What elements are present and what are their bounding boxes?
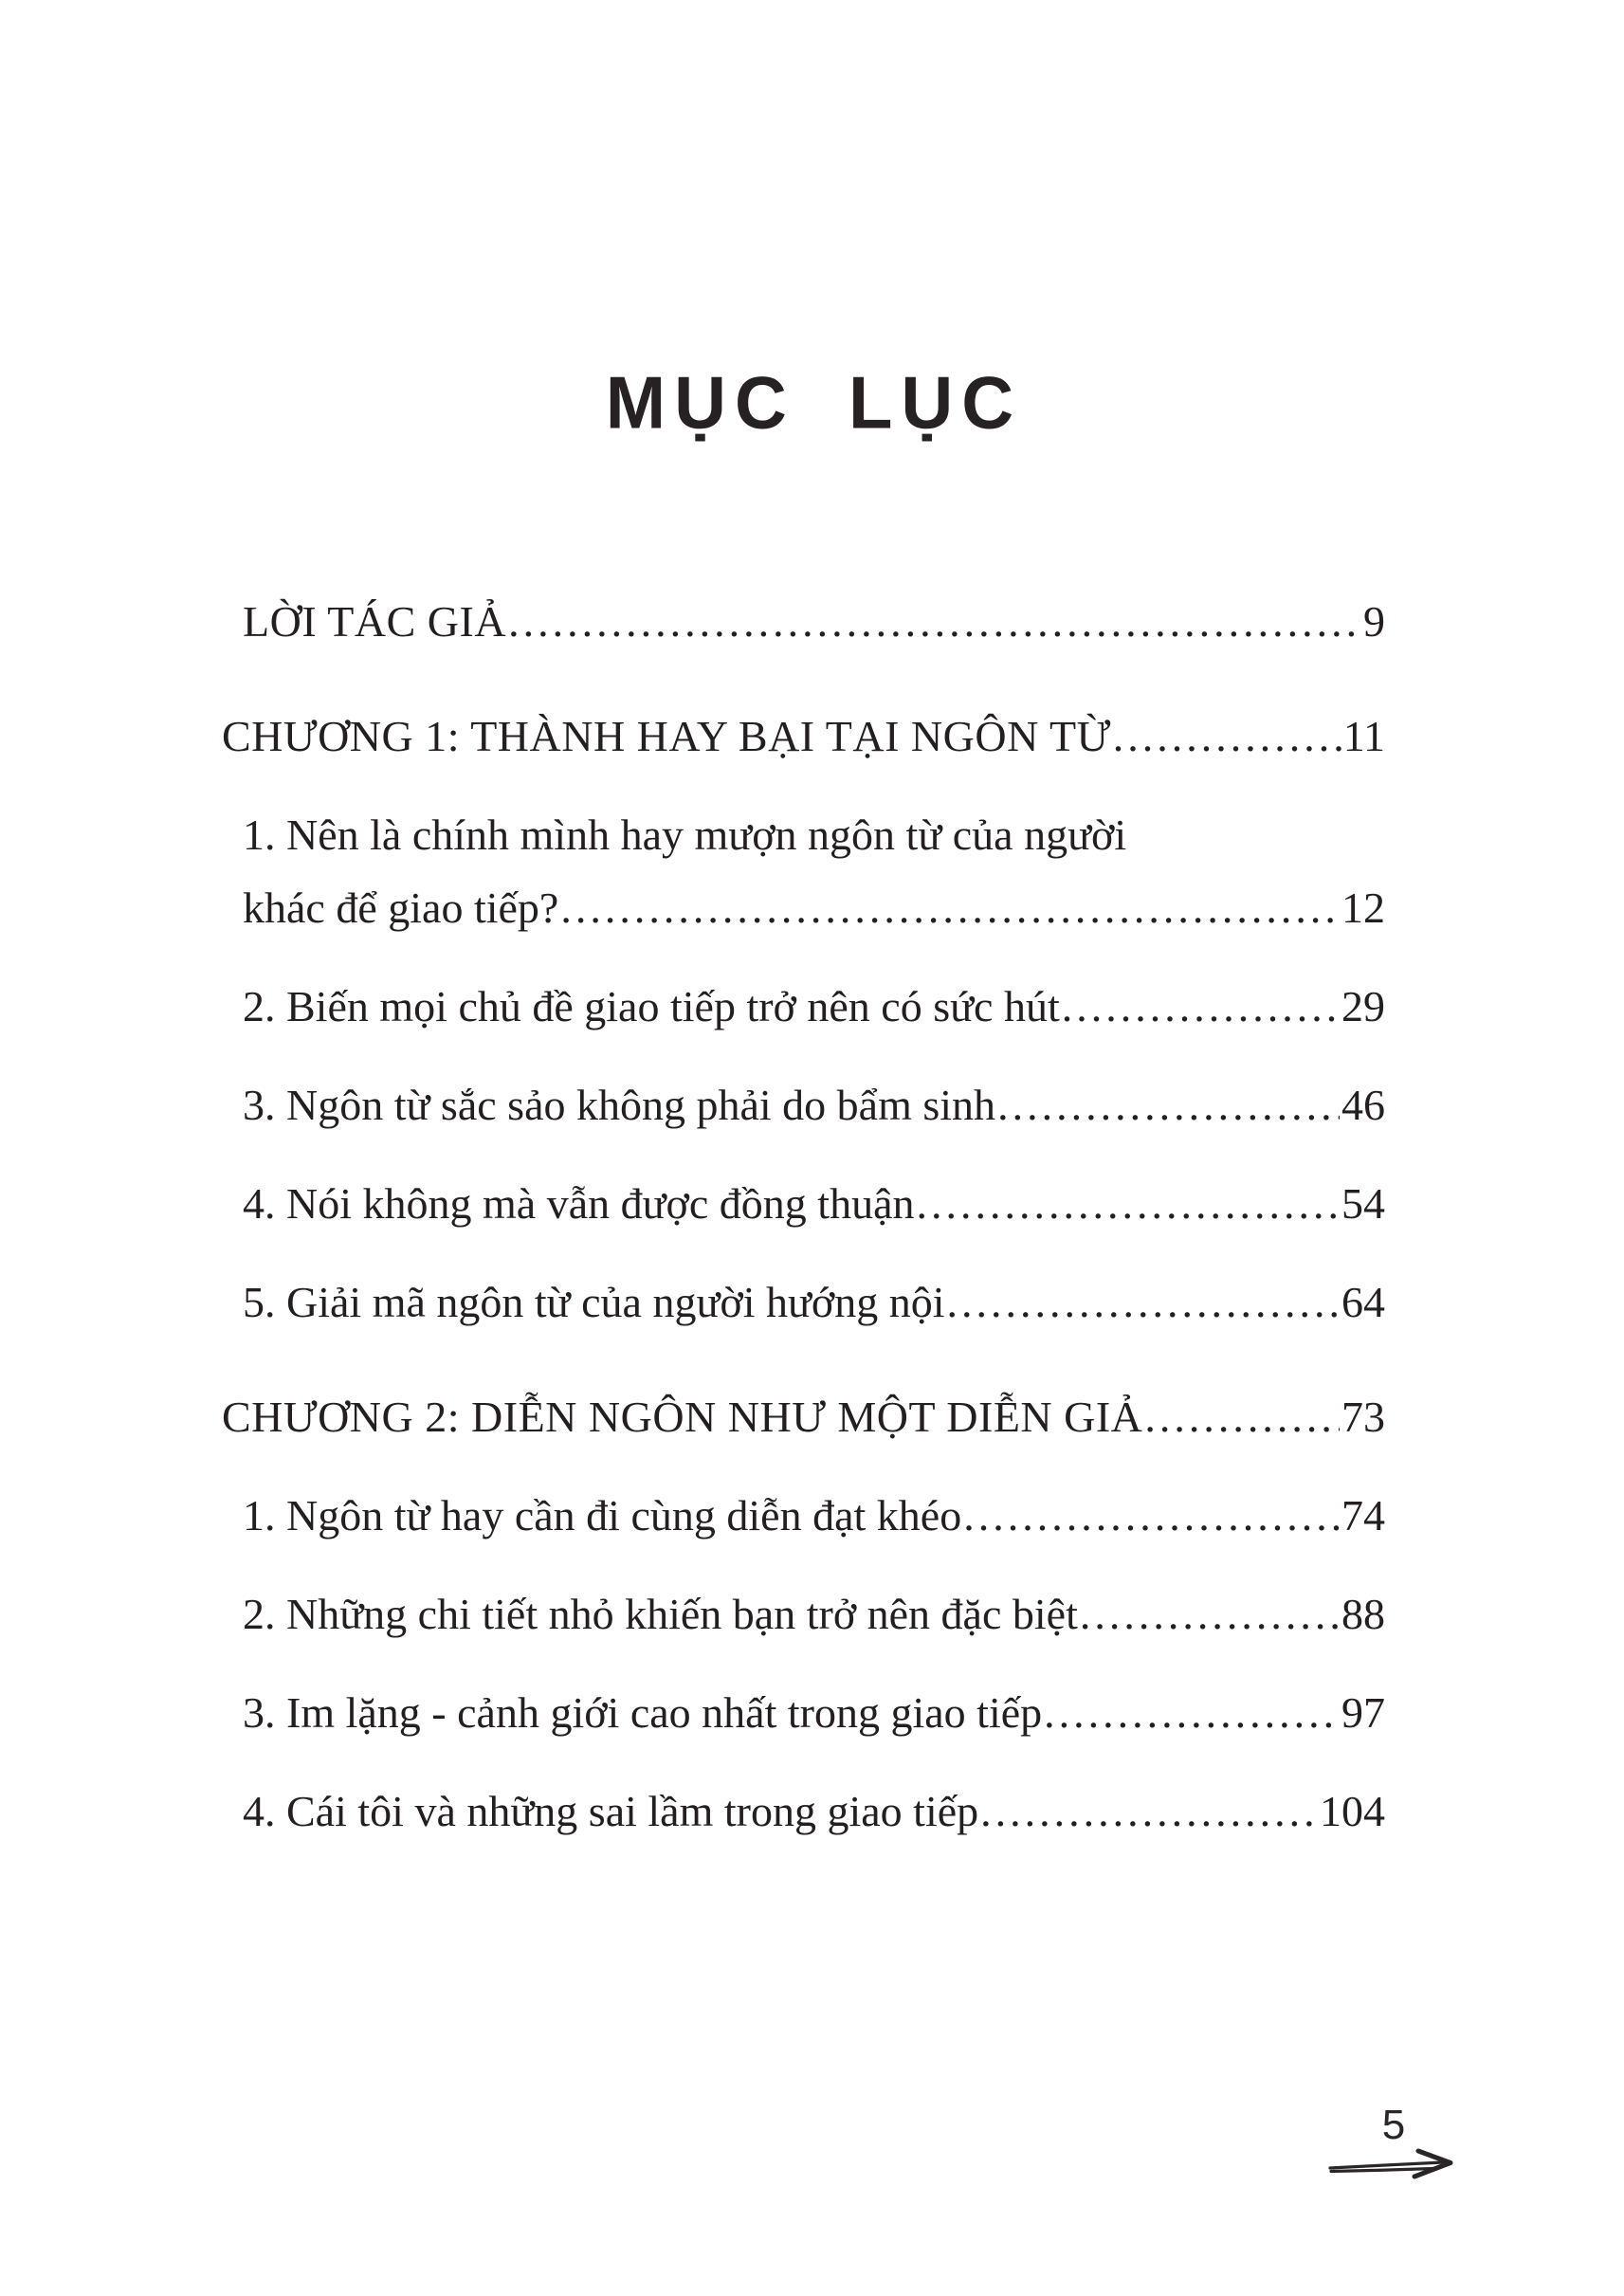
page-number: 11: [1342, 712, 1385, 760]
toc-entry-label: 3. Im lặng - cảnh giới cao nhất trong giao tiếp: [243, 1688, 1043, 1737]
toc-entry: [243, 970, 1385, 1043]
toc-entry: [243, 1577, 1385, 1650]
page-number: 73: [1341, 1393, 1385, 1441]
toc-entry: [222, 700, 1385, 773]
toc-entry-label: 1. Ngôn từ hay cần đi cùng diễn đạt khéo: [243, 1491, 962, 1540]
dot-leader: [560, 871, 1340, 944]
dot-leader: [980, 1775, 1318, 1848]
page-number: 46: [1341, 1081, 1385, 1129]
toc-entry-label: 2. Biến mọi chủ đề giao tiếp trở nên có sức hút: [243, 982, 1060, 1030]
toc-entry-label: CHƯƠNG 2: DIỄN NGÔN NHƯ MỘT DIỄN GIẢ: [222, 1393, 1143, 1441]
page-number: 104: [1320, 1787, 1385, 1835]
dot-leader: [1113, 700, 1341, 773]
toc-entry: [222, 1380, 1385, 1453]
toc-entry-label: 2. Những chi tiết nhỏ khiến bạn trở nên đặc biệt: [243, 1590, 1078, 1638]
dot-leader: [963, 1479, 1340, 1552]
toc-entry-label: CHƯƠNG 1: THÀNH HAY BẠI TẠI NGÔN TỪ: [222, 712, 1111, 760]
page-number: 12: [1341, 884, 1385, 932]
page-number: 88: [1341, 1590, 1385, 1638]
toc-entry-label: 5. Giải mã ngôn từ của người hướng nội: [243, 1278, 945, 1326]
toc-entry: [243, 1167, 1385, 1240]
folio-number: 5: [1381, 2102, 1406, 2148]
toc-list: [222, 585, 1385, 1848]
page-number: 54: [1341, 1179, 1385, 1228]
dot-leader: [947, 1266, 1340, 1339]
toc-entry-text: 1. Nên là chính mình hay mượn ngôn từ của người: [243, 811, 1127, 859]
page-number: 97: [1341, 1688, 1385, 1737]
arrow-right-icon: [1327, 2148, 1460, 2180]
toc-entry: [243, 1775, 1385, 1848]
dot-leader: [1062, 970, 1340, 1043]
dot-leader: [508, 585, 1361, 658]
page-number: 29: [1341, 982, 1385, 1030]
toc-entry-label: 3. Ngôn từ sắc sảo không phải do bẩm sinh: [243, 1081, 996, 1129]
page-number: 9: [1363, 597, 1385, 646]
toc-entry: [243, 798, 1385, 944]
dot-leader: [997, 1068, 1340, 1141]
toc-entry: [243, 1266, 1385, 1339]
toc-entry-label: khác để giao tiếp?: [243, 884, 559, 932]
toc-entry: [243, 1479, 1385, 1552]
toc-entry: [243, 1068, 1385, 1141]
toc-entry: [243, 585, 1385, 658]
dot-leader: [1144, 1380, 1340, 1453]
page-number: 64: [1341, 1278, 1385, 1326]
toc-entry: [243, 1676, 1385, 1749]
toc-entry-label: 4. Cái tôi và những sai lầm trong giao tiếp: [243, 1787, 979, 1835]
dot-leader: [1044, 1676, 1340, 1749]
dot-leader: [1080, 1577, 1340, 1650]
toc-title: MỤC LỤC: [605, 362, 1023, 445]
page-number: 74: [1341, 1491, 1385, 1540]
toc-entry-label: LỜI TÁC GIẢ: [243, 597, 507, 646]
dot-leader: [917, 1167, 1341, 1240]
page-footer: [1323, 2102, 1465, 2180]
toc-entry-label: 4. Nói không mà vẫn được đồng thuận: [243, 1179, 915, 1228]
